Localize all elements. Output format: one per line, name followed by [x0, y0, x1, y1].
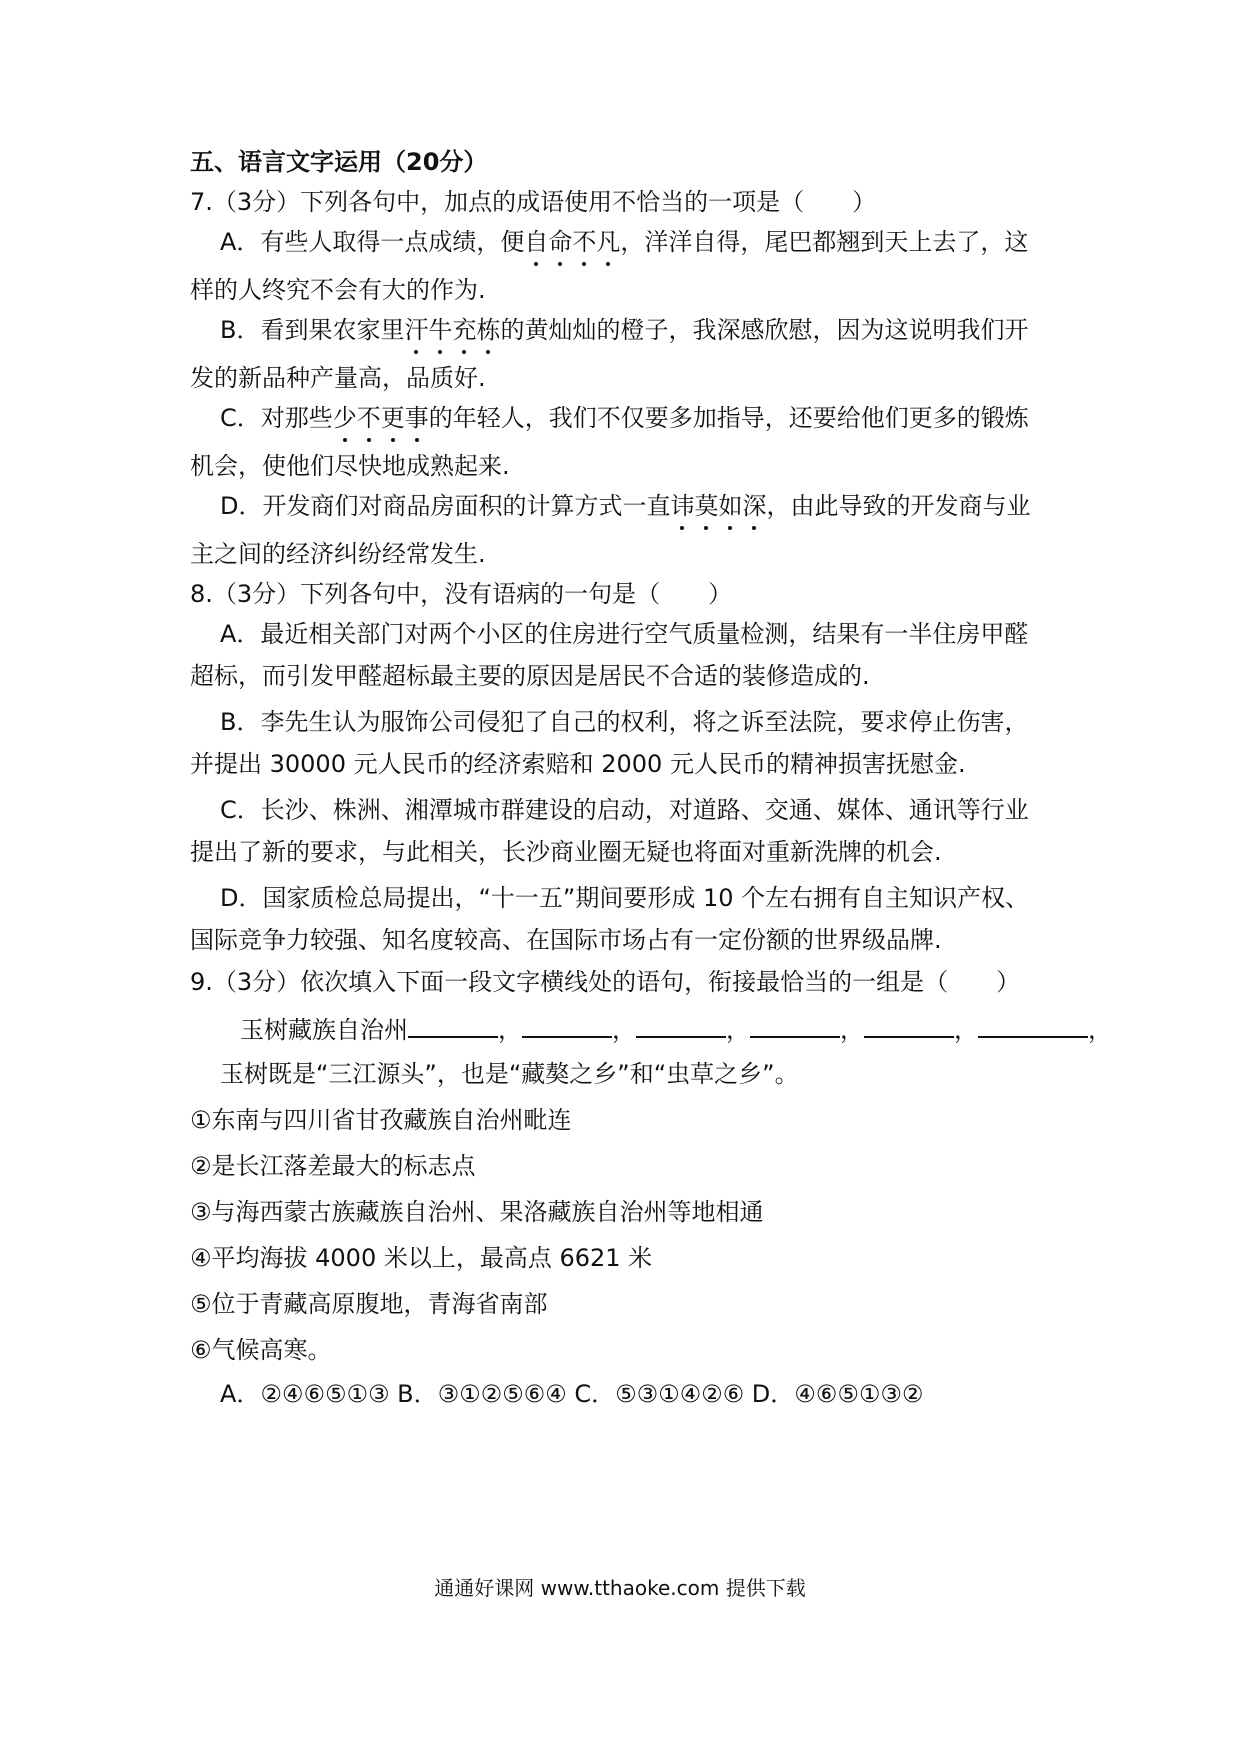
fill-blank — [636, 1014, 726, 1038]
fill-blank — [750, 1014, 840, 1038]
q7-b-pre: B．看到果农家里 — [220, 316, 405, 344]
q7-option-d-cont: 主之间的经济纠纷经常发生. — [190, 540, 486, 568]
section-title: 五、语言文字运用（20分） — [190, 148, 488, 176]
q7-b-post: 的黄灿灿的橙子，我深感欣慰，因为这说明我们开 — [500, 316, 1029, 344]
fill-blank — [978, 1014, 1088, 1038]
q8-option-a: A．最近相关部门对两个小区的住房进行空气质量检测，结果有一半住房甲醛 — [220, 620, 1029, 648]
q7-d-post: ，由此导致的开发商与业 — [766, 492, 1031, 520]
q7-option-c — [220, 402, 1090, 434]
q7-b-dot-char: 牛 — [428, 316, 453, 344]
q7-b-dot-char: 汗 — [404, 316, 429, 344]
q7-a-dot-char: 自 — [524, 228, 549, 256]
q7-a-post: ，洋洋自得，尾巴都翘到天上去了，这 — [620, 228, 1029, 256]
q8-option-a-cont: 超标，而引发甲醛超标最主要的原因是居民不合适的装修造成的. — [190, 662, 870, 690]
q7-option-b-cont: 发的新品种产量高，品质好. — [190, 364, 486, 392]
q8-option-c-cont: 提出了新的要求，与此相关，长沙商业圈无疑也将面对重新洗牌的机会. — [190, 838, 942, 866]
q7-option-a — [220, 226, 1090, 258]
q8-stem: 8.（3分）下列各句中，没有语病的一句是（ ） — [190, 580, 733, 608]
q8-option-d-cont: 国际竞争力较强、知名度较高、在国际市场占有一定份额的世界级品牌. — [190, 926, 942, 954]
fill-blank — [522, 1014, 612, 1038]
q9-item: ①东南与四川省甘孜藏族自治州毗连 — [190, 1106, 572, 1134]
q7-d-dot-char: 如 — [718, 492, 743, 520]
q7-a-pre: A．有些人取得一点成绩，便 — [220, 228, 525, 256]
q8-option-b: B．李先生认为服饰公司侵犯了自己的权利，将之诉至法院，要求停止伤害， — [220, 708, 1029, 736]
q9-item: ②是长江落差最大的标志点 — [190, 1152, 476, 1180]
page-footer: 通通好课网 www.tthaoke.com 提供下载 — [434, 1576, 806, 1600]
q7-b-dot-char: 充 — [452, 316, 477, 344]
q9-item: ⑥气候高寒。 — [190, 1336, 332, 1364]
q7-option-b — [220, 314, 1090, 346]
q7-d-dot-char: 讳 — [670, 492, 695, 520]
q7-d-dot-char: 深 — [742, 492, 767, 520]
q7-a-dot-char: 不 — [572, 228, 597, 256]
q9-passage-start: 玉树藏族自治州 — [240, 1016, 408, 1044]
q7-c-dot-char: 事 — [404, 404, 429, 432]
q7-a-dot-char: 凡 — [596, 228, 621, 256]
q7-c-pre: C．对那些 — [220, 404, 333, 432]
q7-option-a-cont: 样的人终究不会有大的作为. — [190, 276, 486, 304]
q9-passage-line1: 玉树藏族自治州 ， ， ， ， ， ， — [240, 1016, 1112, 1044]
q9-stem: 9.（3分）依次填入下面一段文字横线处的语句，衔接最恰当的一组是（ ） — [190, 968, 1021, 996]
q7-option-c-cont: 机会，使他们尽快地成熟起来. — [190, 452, 510, 480]
q8-option-d: D．国家质检总局提出，“十一五”期间要形成 10 个左右拥有自主知识产权、 — [220, 884, 1030, 912]
q9-item: ③与海西蒙古族藏族自治州、果洛藏族自治州等地相通 — [190, 1198, 764, 1226]
q8-option-c: C．长沙、株洲、湘潭城市群建设的启动，对道路、交通、媒体、通讯等行业 — [220, 796, 1029, 824]
fill-blank — [864, 1014, 954, 1038]
q9-options: A．②④⑥⑤①③ B．③①②⑤⑥④ C．⑤③①④②⑥ D．④⑥⑤①③② — [220, 1380, 924, 1408]
q7-d-dot-char: 莫 — [694, 492, 719, 520]
q7-c-post: 的年轻人，我们不仅要多加指导，还要给他们更多的锻炼 — [428, 404, 1029, 432]
q7-c-dot-char: 更 — [380, 404, 405, 432]
q7-option-d — [220, 490, 1090, 522]
q9-passage-line2: 玉树既是“三江源头”，也是“藏獒之乡”和“虫草之乡”。 — [220, 1060, 799, 1088]
q9-item: ⑤位于青藏高原腹地，青海省南部 — [190, 1290, 548, 1318]
q7-a-dot-char: 命 — [548, 228, 573, 256]
q7-c-dot-char: 少 — [332, 404, 357, 432]
q9-item: ④平均海拔 4000 米以上，最高点 6621 米 — [190, 1244, 653, 1272]
q8-option-b-cont: 并提出 30000 元人民币的经济索赔和 2000 元人民币的精神损害抚慰金. — [190, 750, 966, 778]
fill-blank — [408, 1014, 498, 1038]
q7-b-dot-char: 栋 — [476, 316, 501, 344]
q7-c-dot-char: 不 — [356, 404, 381, 432]
q7-d-pre: D．开发商们对商品房面积的计算方式一直 — [220, 492, 671, 520]
q7-stem: 7.（3分）下列各句中，加点的成语使用不恰当的一项是（ ） — [190, 188, 877, 216]
